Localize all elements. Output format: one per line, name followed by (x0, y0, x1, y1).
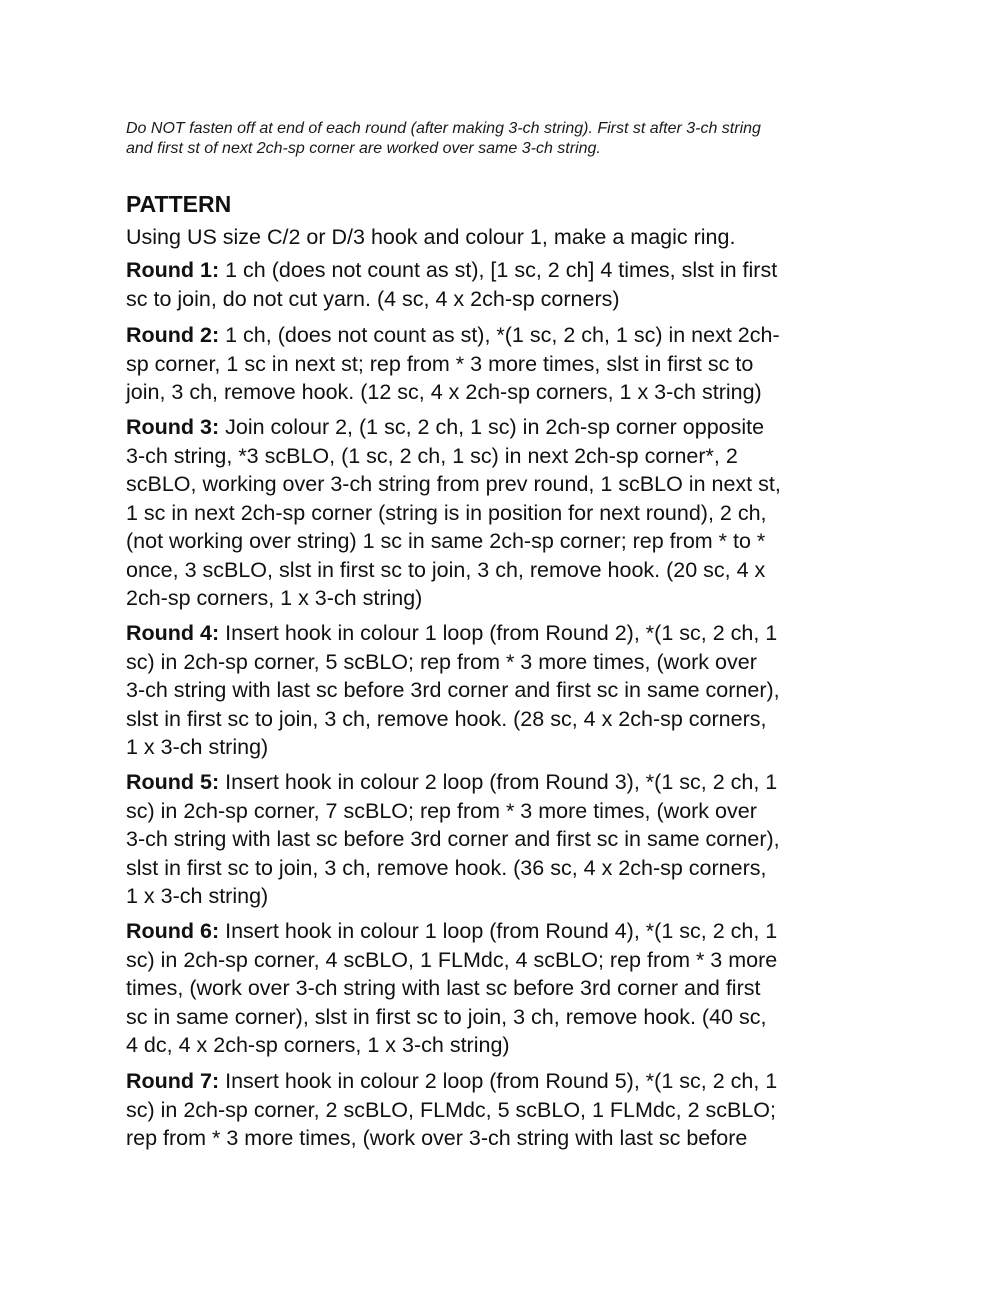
round-line: 3-ch string, *3 scBLO, (1 sc, 2 ch, 1 sc) in next 2ch-sp corner*, 2 (126, 443, 738, 468)
round-line: (not working over string) 1 sc in same 2ch-sp corner; rep from * to * (126, 529, 766, 553)
round-line: join, 3 ch, remove hook. (12 sc, 4 x 2ch-sp corners, 1 x 3-ch string) (126, 380, 762, 404)
round-line: Round 2: 1 ch, (does not count as st), *(1 sc, 2 ch, 1 sc) in next 2ch- (126, 323, 780, 347)
round-4-paragraph (126, 619, 886, 762)
round-line: once, 3 scBLO, slst in first sc to join, 3 ch, remove hook. (20 sc, 4 x (126, 557, 766, 582)
round-line: rep from * 3 more times, (work over 3-ch string with last sc before (126, 1126, 748, 1150)
round-line: 1 x 3-ch string) (126, 884, 269, 908)
round-line: sc in same corner), slst in first sc to join, 3 ch, remove hook. (40 sc, (126, 1004, 767, 1029)
round-label: Round 1: (126, 258, 220, 282)
round-6-paragraph (126, 917, 886, 1060)
round-7-paragraph (126, 1067, 886, 1153)
round-line: sc to join, do not cut yarn. (4 sc, 4 x 2ch-sp corners) (126, 286, 620, 311)
round-line: sc) in 2ch-sp corner, 4 scBLO, 1 FLMdc, 4 scBLO; rep from * 3 more (126, 947, 778, 972)
round-line: sc) in 2ch-sp corner, 5 scBLO; rep from * 3 more times, (work over (126, 649, 757, 674)
round-line: sc) in 2ch-sp corner, 2 scBLO, FLMdc, 5 scBLO, 1 FLMdc, 2 scBLO; (126, 1097, 777, 1122)
round-label: Round 4: (126, 621, 220, 645)
round-line: Round 5: Insert hook in colour 2 loop (from Round 3), *(1 sc, 2 ch, 1 (126, 770, 778, 794)
round-line: 4 dc, 4 x 2ch-sp corners, 1 x 3-ch string) (126, 1033, 510, 1057)
round-line: 2ch-sp corners, 1 x 3-ch string) (126, 586, 423, 610)
round-label: Round 5: (126, 770, 220, 794)
round-line: Round 4: Insert hook in colour 1 loop (from Round 2), *(1 sc, 2 ch, 1 (126, 621, 778, 645)
intro-paragraph (126, 223, 886, 252)
round-line: Round 7: Insert hook in colour 2 loop (from Round 5), *(1 sc, 2 ch, 1 (126, 1069, 778, 1093)
round-label: Round 3: (126, 415, 220, 439)
round-line: scBLO, working over 3-ch string from prev round, 1 scBLO in next st, (126, 472, 781, 496)
round-line: Round 1: 1 ch (does not count as st), [1 sc, 2 ch] 4 times, slst in first (126, 258, 778, 282)
intro-line: Using US size C/2 or D/3 hook and colour 1, make a magic ring. (126, 225, 736, 249)
round-line: sp corner, 1 sc in next st; rep from * 3 more times, slst in first sc to (126, 351, 754, 376)
round-label: Round 2: (126, 323, 220, 347)
pattern-heading: PATTERN (126, 191, 232, 217)
round-label: Round 7: (126, 1069, 220, 1093)
round-line: 1 sc in next 2ch-sp corner (string is in position for next round), 2 ch, (126, 500, 767, 525)
round-line: sc) in 2ch-sp corner, 7 scBLO; rep from * 3 more times, (work over (126, 798, 757, 823)
round-line: 3-ch string with last sc before 3rd corner and first sc in same corner), (126, 678, 780, 702)
round-line: 3-ch string with last sc before 3rd corner and first sc in same corner), (126, 827, 780, 851)
note-line: Do NOT fasten off at end of each round (after making 3-ch string). First st after 3-ch string (126, 120, 761, 137)
round-5-paragraph (126, 768, 886, 911)
round-label: Round 6: (126, 919, 220, 943)
round-line: times, (work over 3-ch string with last sc before 3rd corner and first (126, 976, 761, 1000)
italic-note (126, 119, 886, 159)
round-line: Round 6: Insert hook in colour 1 loop (from Round 4), *(1 sc, 2 ch, 1 (126, 919, 778, 943)
round-2-paragraph (126, 321, 886, 407)
round-line: slst in first sc to join, 3 ch, remove hook. (28 sc, 4 x 2ch-sp corners, (126, 706, 767, 731)
round-line: 1 x 3-ch string) (126, 735, 269, 759)
note-line: and first st of next 2ch-sp corner are worked over same 3-ch string. (126, 140, 601, 157)
round-1-paragraph (126, 256, 886, 313)
round-line: slst in first sc to join, 3 ch, remove hook. (36 sc, 4 x 2ch-sp corners, (126, 855, 767, 880)
round-line: Round 3: Join colour 2, (1 sc, 2 ch, 1 sc) in 2ch-sp corner opposite (126, 415, 765, 439)
round-3-paragraph (126, 413, 886, 613)
